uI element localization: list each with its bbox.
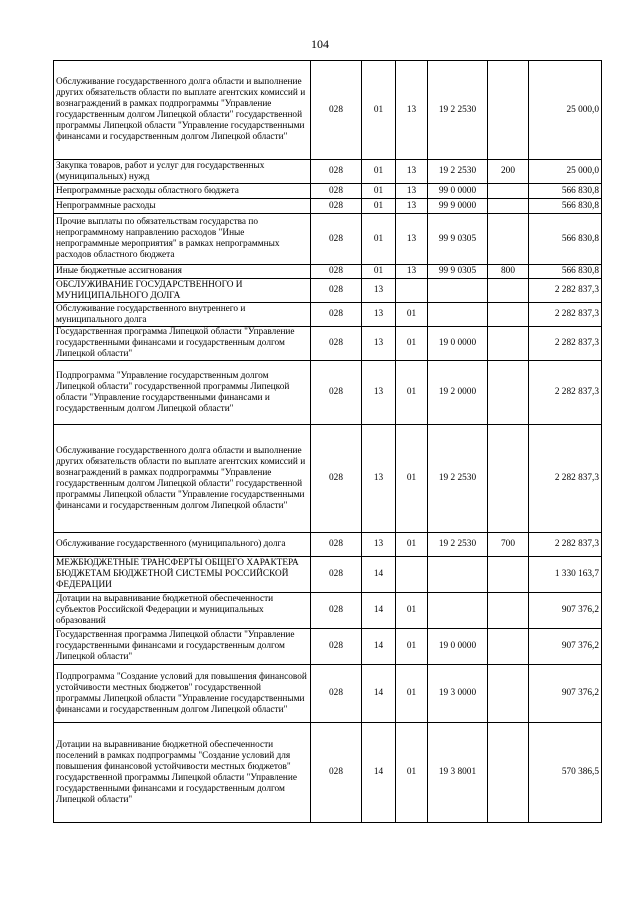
subsection-code-cell: [396, 279, 428, 303]
row-name-cell: Непрограммные расходы областного бюджета: [54, 184, 311, 199]
admin-code-cell: 028: [311, 665, 362, 723]
target-article-cell: 19 2 2530: [428, 61, 488, 160]
table-row: [54, 723, 602, 823]
target-article-cell: 19 2 2530: [428, 425, 488, 533]
target-article-cell: 99 0 0000: [428, 184, 488, 199]
target-article-cell: 19 0 0000: [428, 327, 488, 361]
subsection-code-cell: 13: [396, 214, 428, 265]
budget-table: [53, 60, 602, 823]
amount-cell: 2 282 837,3: [529, 279, 602, 303]
table-row: [54, 265, 602, 279]
section-code-cell: 14: [362, 593, 396, 629]
table-row: [54, 199, 602, 214]
admin-code-cell: 028: [311, 199, 362, 214]
table-row: [54, 184, 602, 199]
table-row: [54, 361, 602, 425]
table-row: [54, 303, 602, 327]
table-row: [54, 61, 602, 160]
admin-code-cell: 028: [311, 629, 362, 665]
section-code-cell: 13: [362, 533, 396, 557]
amount-cell: 2 282 837,3: [529, 327, 602, 361]
expense-type-cell: [488, 184, 529, 199]
expense-type-cell: [488, 665, 529, 723]
target-article-cell: 19 2 2530: [428, 160, 488, 184]
expense-type-cell: 800: [488, 265, 529, 279]
amount-cell: 25 000,0: [529, 61, 602, 160]
section-code-cell: 14: [362, 557, 396, 593]
table-row: [54, 425, 602, 533]
section-code-cell: 13: [362, 279, 396, 303]
section-code-cell: 13: [362, 425, 396, 533]
admin-code-cell: 028: [311, 327, 362, 361]
section-code-cell: 14: [362, 629, 396, 665]
expense-type-cell: [488, 279, 529, 303]
amount-cell: 2 282 837,3: [529, 425, 602, 533]
subsection-code-cell: [396, 557, 428, 593]
expense-type-cell: [488, 214, 529, 265]
amount-cell: 907 376,2: [529, 629, 602, 665]
table-row: [54, 533, 602, 557]
subsection-code-cell: 01: [396, 327, 428, 361]
budget-table-body: [54, 61, 602, 823]
subsection-code-cell: 13: [396, 265, 428, 279]
expense-type-cell: 200: [488, 160, 529, 184]
section-code-cell: 01: [362, 199, 396, 214]
target-article-cell: 99 9 0000: [428, 199, 488, 214]
table-row: [54, 557, 602, 593]
target-article-cell: 19 2 0000: [428, 361, 488, 425]
subsection-code-cell: 01: [396, 303, 428, 327]
admin-code-cell: 028: [311, 279, 362, 303]
admin-code-cell: 028: [311, 723, 362, 823]
row-name-cell: Иные бюджетные ассигнования: [54, 265, 311, 279]
section-code-cell: 13: [362, 303, 396, 327]
admin-code-cell: 028: [311, 265, 362, 279]
expense-type-cell: [488, 425, 529, 533]
amount-cell: 25 000,0: [529, 160, 602, 184]
table-row: [54, 593, 602, 629]
row-name-cell: Обслуживание государственного внутреннего и муниципального долга: [54, 303, 311, 327]
admin-code-cell: 028: [311, 303, 362, 327]
subsection-code-cell: 01: [396, 723, 428, 823]
amount-cell: 566 830,8: [529, 184, 602, 199]
table-row: [54, 629, 602, 665]
admin-code-cell: 028: [311, 214, 362, 265]
target-article-cell: 99 9 0305: [428, 265, 488, 279]
admin-code-cell: 028: [311, 425, 362, 533]
table-row: [54, 160, 602, 184]
row-name-cell: Прочие выплаты по обязательствам государства по непрограммному направлению расходов "Иные непрограммные мероприятия" в рамках непрограммных расходов областного бюджета: [54, 214, 311, 265]
expense-type-cell: [488, 61, 529, 160]
section-code-cell: 13: [362, 361, 396, 425]
row-name-cell: Обслуживание государственного (муниципального) долга: [54, 533, 311, 557]
section-code-cell: 01: [362, 214, 396, 265]
target-article-cell: 19 2 2530: [428, 533, 488, 557]
target-article-cell: 19 3 0000: [428, 665, 488, 723]
section-code-cell: 01: [362, 265, 396, 279]
target-article-cell: 19 0 0000: [428, 629, 488, 665]
amount-cell: 907 376,2: [529, 593, 602, 629]
target-article-cell: 99 9 0305: [428, 214, 488, 265]
subsection-code-cell: 01: [396, 629, 428, 665]
admin-code-cell: 028: [311, 361, 362, 425]
row-name-cell: Обслуживание государственного долга области и выполнение других обязательств области по выплате агентских комиссий и вознаграждений в рамках подпрограммы "Управление государственным долгом Липецкой области" государственной программы Липецкой области "Управление государственными финансами и государственным долгом Липецкой области": [54, 425, 311, 533]
amount-cell: 1 330 163,7: [529, 557, 602, 593]
subsection-code-cell: 01: [396, 425, 428, 533]
target-article-cell: 19 3 8001: [428, 723, 488, 823]
expense-type-cell: [488, 199, 529, 214]
amount-cell: 2 282 837,3: [529, 303, 602, 327]
expense-type-cell: [488, 723, 529, 823]
admin-code-cell: 028: [311, 557, 362, 593]
expense-type-cell: [488, 557, 529, 593]
subsection-code-cell: 13: [396, 199, 428, 214]
admin-code-cell: 028: [311, 160, 362, 184]
amount-cell: 570 386,5: [529, 723, 602, 823]
row-name-cell: Подпрограмма "Создание условий для повышения финансовой устойчивости местных бюджетов" государственной программы Липецкой области "Управление государственными финансами и государственным долгом Липецкой области": [54, 665, 311, 723]
table-row: [54, 279, 602, 303]
row-name-cell: Непрограммные расходы: [54, 199, 311, 214]
row-name-cell: Государственная программа Липецкой области "Управление государственными финансами и государственным долгом Липецкой области": [54, 629, 311, 665]
table-row: [54, 665, 602, 723]
row-name-cell: Дотации на выравнивание бюджетной обеспеченности поселений в рамках подпрограммы "Создание условий для повышения финансовой устойчивости местных бюджетов" государственной программы Липецкой области "Управление государственными финансами и государственным долгом Липецкой области": [54, 723, 311, 823]
expense-type-cell: [488, 327, 529, 361]
admin-code-cell: 028: [311, 533, 362, 557]
expense-type-cell: [488, 629, 529, 665]
section-code-cell: 14: [362, 665, 396, 723]
admin-code-cell: 028: [311, 184, 362, 199]
subsection-code-cell: 01: [396, 533, 428, 557]
row-name-cell: Дотации на выравнивание бюджетной обеспеченности субъектов Российской Федерации и муниципальных образований: [54, 593, 311, 629]
section-code-cell: 01: [362, 61, 396, 160]
amount-cell: 566 830,8: [529, 199, 602, 214]
target-article-cell: [428, 303, 488, 327]
expense-type-cell: [488, 303, 529, 327]
section-code-cell: 01: [362, 160, 396, 184]
table-row: [54, 214, 602, 265]
target-article-cell: [428, 279, 488, 303]
subsection-code-cell: 13: [396, 61, 428, 160]
amount-cell: 2 282 837,3: [529, 533, 602, 557]
expense-type-cell: 700: [488, 533, 529, 557]
amount-cell: 2 282 837,3: [529, 361, 602, 425]
amount-cell: 907 376,2: [529, 665, 602, 723]
expense-type-cell: [488, 361, 529, 425]
expense-type-cell: [488, 593, 529, 629]
admin-code-cell: 028: [311, 61, 362, 160]
row-name-cell: МЕЖБЮДЖЕТНЫЕ ТРАНСФЕРТЫ ОБЩЕГО ХАРАКТЕРА БЮДЖЕТАМ БЮДЖЕТНОЙ СИСТЕМЫ РОССИЙСКОЙ ФЕДЕРАЦИИ: [54, 557, 311, 593]
amount-cell: 566 830,8: [529, 214, 602, 265]
section-code-cell: 13: [362, 327, 396, 361]
section-code-cell: 14: [362, 723, 396, 823]
subsection-code-cell: 01: [396, 665, 428, 723]
row-name-cell: Обслуживание государственного долга области и выполнение других обязательств области по выплате агентских комиссий и вознаграждений в рамках подпрограммы "Управление государственным долгом Липецкой области" государственной программы Липецкой области "Управление государственными финансами и государственным долгом Липецкой области": [54, 61, 311, 160]
subsection-code-cell: 13: [396, 184, 428, 199]
page-number: 104: [311, 37, 329, 51]
subsection-code-cell: 13: [396, 160, 428, 184]
row-name-cell: Подпрограмма "Управление государственным долгом Липецкой области" государственной программы Липецкой области "Управление государственными финансами и государственным долгом Липецкой области": [54, 361, 311, 425]
amount-cell: 566 830,8: [529, 265, 602, 279]
subsection-code-cell: 01: [396, 361, 428, 425]
table-row: [54, 327, 602, 361]
row-name-cell: ОБСЛУЖИВАНИЕ ГОСУДАРСТВЕННОГО И МУНИЦИПАЛЬНОГО ДОЛГА: [54, 279, 311, 303]
target-article-cell: [428, 557, 488, 593]
subsection-code-cell: 01: [396, 593, 428, 629]
row-name-cell: Закупка товаров, работ и услуг для государственных (муниципальных) нужд: [54, 160, 311, 184]
row-name-cell: Государственная программа Липецкой области "Управление государственными финансами и государственным долгом Липецкой области": [54, 327, 311, 361]
admin-code-cell: 028: [311, 593, 362, 629]
section-code-cell: 01: [362, 184, 396, 199]
target-article-cell: [428, 593, 488, 629]
